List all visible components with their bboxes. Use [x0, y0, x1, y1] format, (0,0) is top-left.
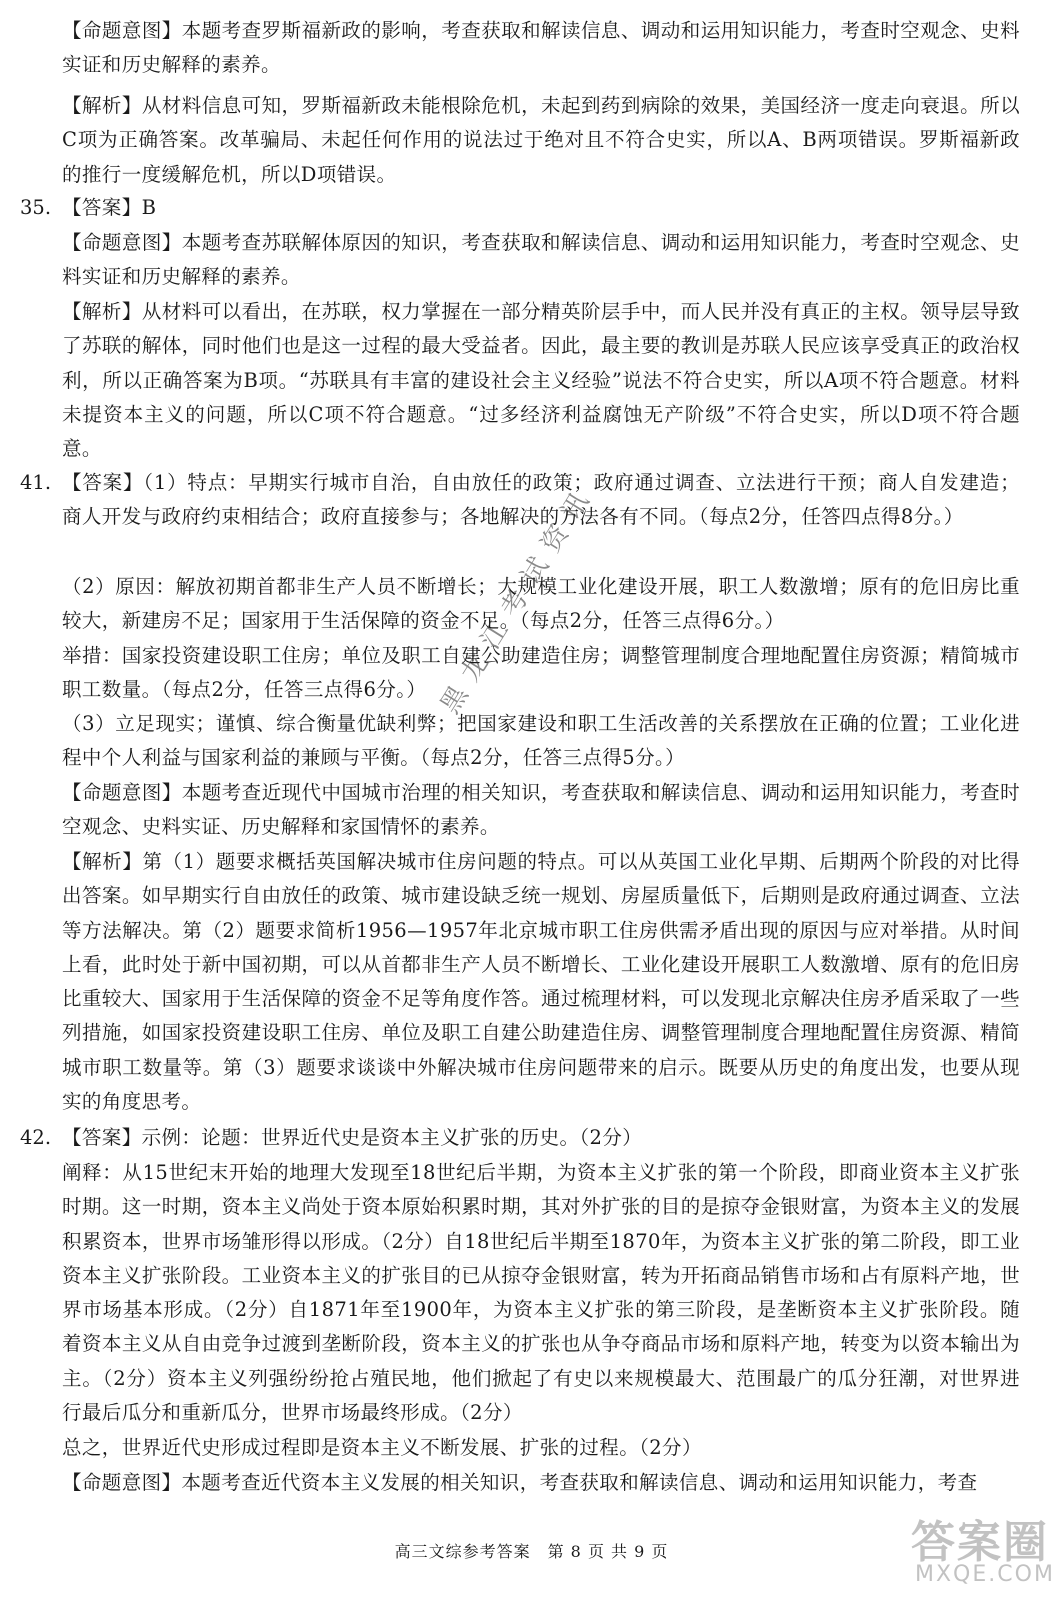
paragraph-intent-42: 【命题意图】本题考查近代资本主义发展的相关知识，考查获取和解读信息、调动和运用知识能力，考查: [62, 1471, 978, 1494]
question-number-42: 42.: [20, 1126, 52, 1149]
watermark-text: 黑龙江考试资讯: [435, 477, 602, 720]
paragraph-answer-41-part1: 【答案】（1）特点：早期实行城市自治，自由放任的政策；政府通过调查、立法进行干预；商人自发建造；商人开发与政府约束相结合；政府直接参与；各地解决的方法各有不同。（每点2分，任答四点得8分。）: [62, 471, 1020, 529]
paragraph-answer-42-thesis: 【答案】示例：论题：世界近代史是资本主义扩张的历史。（2分）: [62, 1126, 643, 1149]
question-number-35: 35.: [20, 196, 52, 219]
paragraph-answer-35: 【答案】B: [62, 196, 157, 219]
paragraph-intent-35: 【命题意图】本题考查苏联解体原因的知识，考查获取和解读信息、调动和运用知识能力，考查时空观念、史料实证和历史解释的素养。: [62, 231, 1020, 289]
question-number-41: 41.: [20, 471, 52, 494]
paragraph-analysis-35: 【解析】从材料可以看出，在苏联，权力掌握在一部分精英阶层手中，而人民并没有真正的主权。领导层导致了苏联的解体，同时他们也是这一过程的最大受益者。因此，最主要的教训是苏联人民应该享受真正的政治权利，所以正确答案为B项。“苏联具有丰富的建设社会主义经验”说法不符合史实，所以A项不符合题意。材料未提资本主义的问题，所以C项不符合题意。“过多经济利益腐蚀无产阶级”不符合史实，所以D项不符合题意。: [62, 300, 1020, 461]
paragraph-analysis-41: 【解析】第（1）题要求概括英国解决城市住房问题的特点。可以从英国工业化早期、后期两个阶段的对比得出答案。如早期实行自由放任的政策、城市建设缺乏统一规划、房屋质量低下，后期则是政府通过调查、立法等方法解决。第（2）题要求简析1956—1957年北京城市职工住房供需矛盾出现的原因与应对举措。从时间上看，此时处于新中国初期，可以从首都非生产人员不断增长、工业化建设开展职工人数激增、原有的危旧房比重较大、国家用于生活保障的资金不足等角度作答。通过梳理材料，可以发现北京解决住房矛盾采取了一些列措施，如国家投资建设职工住房、单位及职工自建公助建造住房、调整管理制度合理地配置住房资源、精简城市职工数量等。第（3）题要求谈谈中外解决城市住房问题带来的启示。既要从历史的角度出发，也要从现实的角度思考。: [62, 850, 1020, 1114]
paragraph-answer-41-part3: （3）立足现实；谨慎、综合衡量优缺利弊；把国家建设和职工生活改善的关系摆放在正确的位置；工业化进程中个人利益与国家利益的兼顾与平衡。（每点2分，任答三点得5分。）: [62, 712, 1020, 770]
paragraph-answer-41-part2-measures: 举措：国家投资建设职工住房；单位及职工自建公助建造住房；调整管理制度合理地配置住房资源；精简城市职工数量。（每点2分，任答三点得6分。）: [62, 644, 1020, 702]
page-footer: 高三文综参考答案 第 8 页 共 9 页: [394, 1542, 669, 1561]
paragraph-answer-42-conclusion: 总之，世界近代史形成过程即是资本主义不断发展、扩张的过程。（2分）: [62, 1436, 702, 1459]
paragraph-intent-41: 【命题意图】本题考查近现代中国城市治理的相关知识，考查获取和解读信息、调动和运用知识能力，考查时空观念、史料实证、历史解释和家国情怀的素养。: [62, 781, 1020, 839]
paragraph-answer-41-part2-reasons: （2）原因：解放初期首都非生产人员不断增长；大规模工业化建设开展，职工人数激增；原有的危旧房比重较大，新建房不足；国家用于生活保障的资金不足。（每点2分，任答三点得6分。）: [62, 575, 1020, 633]
paragraph-analysis-34: 【解析】从材料信息可知，罗斯福新政未能根除危机，未起到药到病除的效果，美国经济一度走向衰退。所以C项为正确答案。改革骗局、未起任何作用的说法过于绝对且不符合史实，所以A、B两项错误。罗斯福新政的推行一度缓解危机，所以D项错误。: [62, 94, 1020, 186]
logo-url: MXQE.COM: [915, 1562, 1055, 1587]
paragraph-answer-42-explanation: 阐释：从15世纪末开始的地理大发现至18世纪后半期，为资本主义扩张的第一个阶段，即商业资本主义扩张时期。这一时期，资本主义尚处于资本原始积累时期，其对外扩张的目的是掠夺金银财富，为资本主义的发展积累资本，世界市场雏形得以形成。（2分）自18世纪后半期至1870年，为资本主义扩张的第二阶段，即工业资本主义扩张阶段。工业资本主义的扩张目的已从掠夺金银财富，转为开拓商品销售市场和占有原料产地，世界市场基本形成。（2分）自1871年至1900年，为资本主义扩张的第三阶段，是垄断资本主义扩张阶段。随着资本主义从自由竞争过渡到垄断阶段，资本主义的扩张也从争夺商品市场和原料产地，转变为以资本输出为主。（2分）资本主义列强纷纷抢占殖民地，他们掀起了有史以来规模最大、范围最广的瓜分狂潮，对世界进行最后瓜分和重新瓜分，世界市场最终形成。（2分）: [62, 1161, 1020, 1425]
logo-text: 答案圈: [911, 1517, 1049, 1568]
paragraph-intent-34: 【命题意图】本题考查罗斯福新政的影响，考查获取和解读信息、调动和运用知识能力，考查时空观念、史料实证和历史解释的素养。: [62, 19, 1020, 77]
